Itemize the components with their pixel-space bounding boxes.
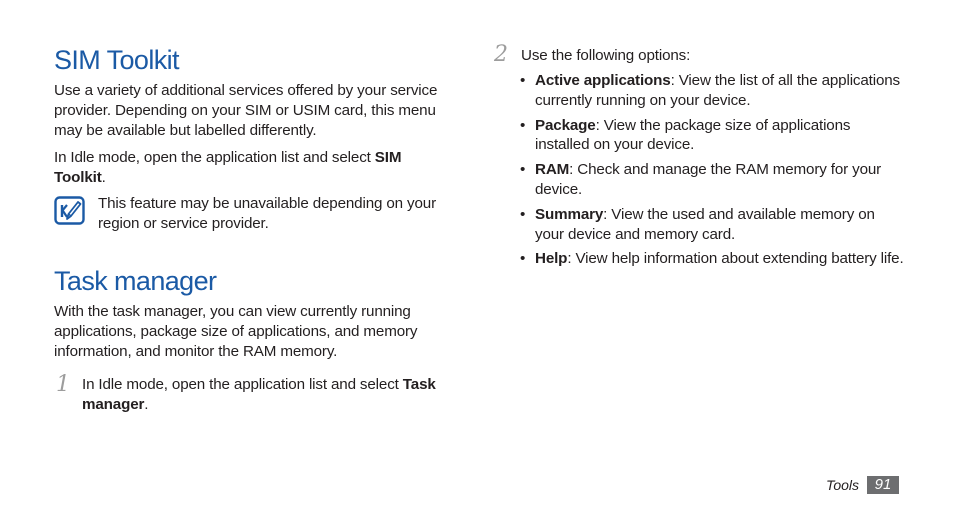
task-manager-heading: Task manager <box>54 266 217 296</box>
option-name: Summary <box>535 205 604 223</box>
option-desc: : View the list of all the applications currently running on your device. <box>535 72 900 109</box>
options-list <box>520 71 904 274</box>
option-name: Package <box>535 116 596 134</box>
option-name: Help <box>535 250 568 268</box>
list-item: • Summary: View the used and available memory on your device and memory card. <box>520 205 875 243</box>
page-footer <box>826 476 899 494</box>
option-desc: : View the package size of applications installed on your device. <box>535 116 851 154</box>
list-item: • Help: View help information about extending battery life. <box>520 250 904 268</box>
note-text: This feature may be unavailable depending on your region or service provider. <box>98 195 436 232</box>
sim-toolkit-intro: Use a variety of additional services offered by your service provider. Depending on your SIM or USIM card, this menu may be available but labelled differently. <box>54 82 438 139</box>
task-manager-menu-name: Task manager <box>82 376 436 413</box>
list-item: • Package: View the package size of applications installed on your device. <box>520 116 851 154</box>
step-1-number: 1 <box>56 372 70 397</box>
note-pencil-icon <box>54 196 85 225</box>
step-2-text: Use the following options: <box>521 47 691 64</box>
option-desc: : View the used and available memory on your device and memory card. <box>535 205 875 243</box>
option-desc: : Check and manage the RAM memory for your device. <box>535 161 882 198</box>
sim-toolkit-menu-name: SIM Toolkit <box>54 149 402 186</box>
list-item: • Active applications: View the list of all the applications currently running on your device. <box>520 72 900 109</box>
option-name: RAM <box>535 161 570 179</box>
page-number-badge: 91 <box>867 476 899 494</box>
step-1-text: In Idle mode, open the application list and select Task manager. <box>82 376 436 413</box>
footer-section-label: Tools <box>826 477 859 493</box>
sim-toolkit-heading: SIM Toolkit <box>54 45 179 75</box>
sim-toolkit-instruction: In Idle mode, open the application list and select SIM Toolkit. <box>54 149 402 186</box>
step-2-number: 2 <box>494 42 508 67</box>
option-desc: : View help information about extending battery life. <box>567 250 904 268</box>
task-manager-intro: With the task manager, you can view currently running applications, package size of applications, and memory information, and monitor the RAM memory. <box>54 303 418 360</box>
option-name: Active applications <box>535 72 671 89</box>
list-item: • RAM: Check and manage the RAM memory for your device. <box>520 161 882 198</box>
